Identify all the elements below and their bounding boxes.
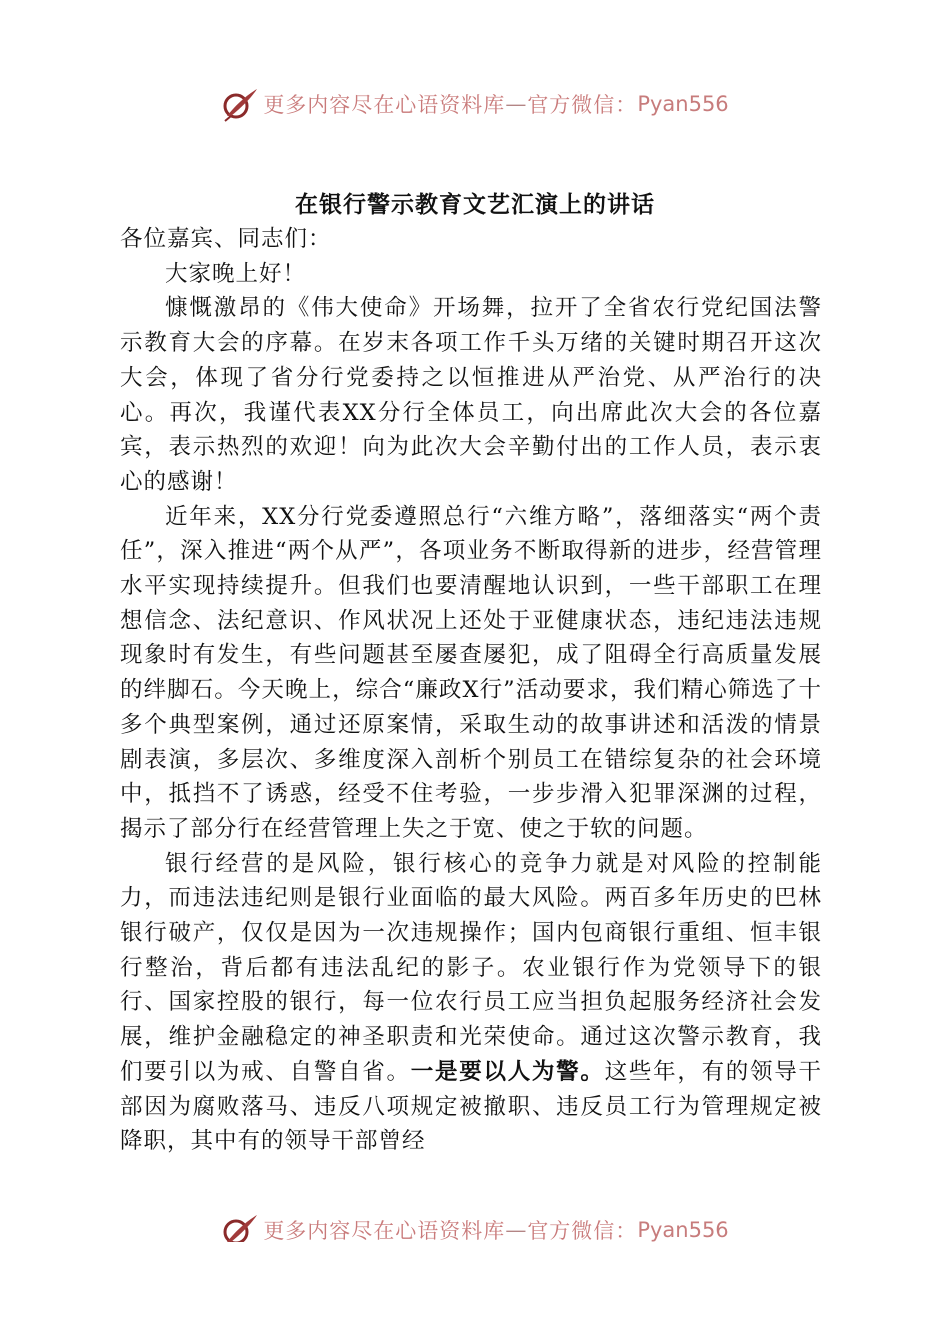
- watermark-id: Pyan556: [637, 1218, 729, 1242]
- paragraph-1: 慷慨激昂的《伟大使命》开场舞，拉开了全省农行党纪国法警示教育大会的序幕。在岁末各项工作千头万绪的关键时期召开这次大会，体现了省分行党委持之以恒推进从严治党、从严治行的决心。再次，我谨代表XX分行全体员工，向出席此次大会的各位嘉宾，表示热烈的欢迎！向为此次大会辛勤付出的工作人员，表示衷心的感谢！: [120, 295, 822, 495]
- watermark-text: 更多内容尽在心语资料库: [263, 1219, 506, 1242]
- watermark-label: 官方微信：: [527, 93, 638, 117]
- watermark-header: [0, 84, 950, 124]
- watermark-separator: —: [505, 1218, 528, 1242]
- paragraph-3-lead: 银行经营的是风险，银行核心的竞争力就是对风险的控制能力，而违法违纪则是银行业面临的最大风险。两百多年历史的巴林银行破产，仅仅是因为一次违规操作；国内包商银行重组、恒丰银行整治，背后都有违法乱纪的影子。农业银行作为党领导下的银行、国家控股的银行，每一位农行员工应当担负起服务经济社会发展，维护金融稳定的神圣职责和光荣使命。通过这次警示教育，我们要引以为戒、自警自省。: [120, 850, 822, 1085]
- quill-logo-icon: [221, 86, 259, 122]
- watermark-text: 更多内容尽在心语资料库: [263, 93, 506, 117]
- paragraph-3-bold: 一是要以人为警。: [410, 1058, 605, 1085]
- watermark-separator: —: [505, 92, 528, 116]
- salutation: 各位嘉宾、同志们：: [120, 226, 332, 252]
- paragraph-3: [120, 847, 822, 1159]
- paragraph-3-tail: 这些年，有的领导干部因为腐败落马、违反八项规定被撤职、违反员工行为管理规定被降职，其中有的领导干部曾经: [120, 1058, 822, 1155]
- quill-logo-icon: [221, 1212, 259, 1242]
- paragraph-2: 近年来，XX分行党委遵照总行“六维方略”，落细落实“两个责任”，深入推进“两个从严”，各项业务不断取得新的进步，经营管理水平实现持续提升。但我们也要清醒地认识到，一些干部职工在理想信念、法纪意识、作风状况上还处于亚健康状态，违纪违法违规现象时有发生，有些问题甚至屡查屡犯，成了阻碍全行高质量发展的绊脚石。今天晚上，综合“廉政X行”活动要求，我们精心筛选了十多个典型案例，通过还原案情，采取生动的故事讲述和活泼的情景剧表演，多层次、多维度深入剖析个别员工在错综复杂的社会环境中，抵挡不了诱惑，经受不住考验，一步步滑入犯罪深渊的过程，揭示了部分行在经营管理上失之于宽、使之于软的问题。: [120, 503, 822, 842]
- watermark-label: 官方微信：: [527, 1219, 638, 1242]
- document-body: [120, 222, 822, 1159]
- document-title: 在银行警示教育文艺汇演上的讲话: [295, 191, 655, 218]
- greeting: 大家晚上好！: [165, 260, 307, 287]
- watermark-id: Pyan556: [637, 92, 729, 116]
- watermark-footer: [0, 1206, 950, 1242]
